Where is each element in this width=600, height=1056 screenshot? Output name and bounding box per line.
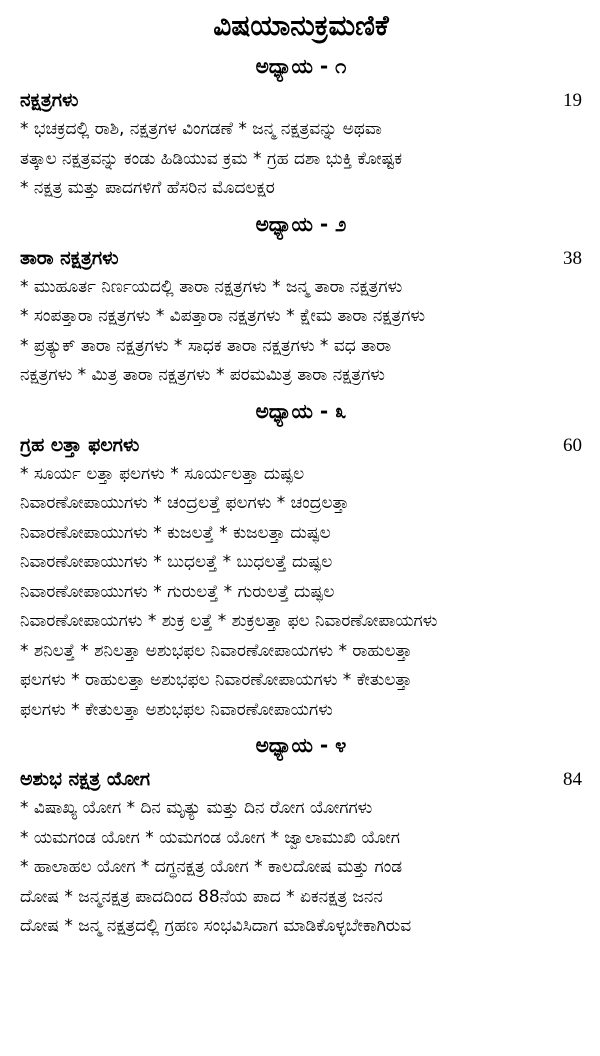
topic-line: ದೋಷ * ಜನ್ಮ ನಕ್ಷತ್ರದಲ್ಲಿ ಗ್ರಹಣ ಸಂಭವಿಸಿದಾಗ ಮಾಡಿಕೊಳ್ಳಬೇಕಾಗಿರುವ [20, 916, 412, 936]
section-title: ತಾರಾ ನಕ್ಷತ್ರಗಳು [20, 246, 119, 269]
page-title: ವಿಷಯಾನುಕ್ರಮಣಿಕೆ [213, 9, 389, 42]
topic-line: ನಿವಾರಣೋಪಾಯುಗಳು * ಕುಜಲತ್ತೆ * ಕುಜಲತ್ತಾ ದುಷ್ಫಲ [20, 522, 331, 543]
chapter-heading: ಅಧ್ಯಾಯ - ೨ [255, 211, 347, 236]
page-number: 84 [563, 769, 582, 790]
section-header [20, 244, 582, 273]
chapter-heading: ಅಧ್ಯಾಯ - ೩ [255, 398, 347, 423]
page-number: 19 [563, 90, 582, 111]
section-topics [20, 273, 582, 391]
page-number: 38 [563, 247, 582, 269]
section-header [20, 431, 582, 460]
section-title: ನಕ್ಷತ್ರಗಳು [20, 89, 79, 111]
topic-line: * ಸೂರ್ಯ ಲತ್ತಾ ಫಲಗಳು * ಸೂರ್ಯಲತ್ತಾ ದುಷ್ಫಲ [20, 463, 305, 484]
chapter-heading: ಅಧ್ಯಾಯ - ೧ [255, 54, 347, 78]
section-topics [20, 115, 582, 204]
topic-line: * ಸಂಪತ್ತಾರಾ ನಕ್ಷತ್ರಗಳು * ವಿಪತ್ತಾರಾ ನಕ್ಷತ್ರಗಳು * ಕ್ಷೇಮ ತಾರಾ ನಕ್ಷತ್ರಗಳು [20, 306, 426, 326]
section-header [20, 765, 582, 794]
section-title: ಅಶುಭ ನಕ್ಷತ್ರ ಯೋಗ [20, 768, 151, 790]
topic-line: * ನಕ್ಷತ್ರ ಮತ್ತು ಪಾದಗಳಿಗೆ ಹೆಸರಿನ ಮೊದಲಕ್ಷರ [20, 178, 275, 198]
topic-line: ಫಲಗಳು * ರಾಹುಲತ್ತಾ ಅಶುಭಫಲ ನಿವಾರಣೋಪಾಯಗಳು * ಕೇತುಲತ್ತಾ [20, 670, 412, 690]
topic-line: ನಿವಾರಣೋಪಾಯುಗಳು * ಬುಧಲತ್ತೆ * ಬುಧಲತ್ತೆ ದುಷ್ಫಲ [20, 552, 333, 572]
topic-line: ತತ್ಕಾಲ ನಕ್ಷತ್ರವನ್ನು ಕಂಡು ಹಿಡಿಯುವ ಕ್ರಮ * ಗ್ರಹ ದಶಾ ಭುಕ್ತಿ ಕೋಷ್ಟಕ [20, 148, 403, 169]
topic-line: ಫಲಗಳು * ಕೇತುಲತ್ತಾ ಅಶುಭಫಲ ನಿವಾರಣೋಪಾಯಗಳು [20, 699, 333, 720]
topic-line: * ಮುಹೂರ್ತ ನಿರ್ಣಯದಲ್ಲಿ ತಾರಾ ನಕ್ಷತ್ರಗಳು * ಜನ್ಮ ತಾರಾ ನಕ್ಷತ್ರಗಳು [20, 276, 403, 297]
section-title: ಗ್ರಹ ಲತ್ತಾ ಫಲಗಳು [20, 433, 140, 456]
topic-line: ನಿವಾರಣೋಪಾಯಗಳು * ಶುಕ್ರ ಲತ್ತೆ * ಶುಕ್ರಲತ್ತಾ ಫಲ ನಿವಾರಣೋಪಾಯಗಳು [20, 611, 438, 631]
topic-line: * ಯಮಗಂಡ ಯೋಗ * ಯಮಗಂಡ ಯೋಗ * ಜ್ವಾಲಾಮುಖಿ ಯೋಗ [20, 827, 400, 848]
topic-line: * ಭಚಕ್ರದಲ್ಲಿ ರಾಶಿ, ನಕ್ಷತ್ರಗಳ ವಿಂಗಡಣೆ * ಜನ್ಮ ನಕ್ಷತ್ರವನ್ನು ಅಥವಾ [20, 119, 382, 139]
section-topics [20, 794, 582, 942]
topic-line: ನಕ್ಷತ್ರಗಳು * ಮಿತ್ರ ತಾರಾ ನಕ್ಷತ್ರಗಳು * ಪರಮಮಿತ್ರ ತಾರಾ ನಕ್ಷತ್ರಗಳು [20, 365, 385, 385]
topic-line: ದೋಷ * ಜನ್ಮನಕ್ಷತ್ರ ಪಾದದಿಂದ 88ನೆಯ ಪಾದ * ಏಕನಕ್ಷತ್ರ ಜನನ [20, 886, 383, 907]
topic-line: ನಿವಾರಣೋಪಾಯುಗಳು * ಚಂದ್ರಲತ್ತೆ ಫಲಗಳು * ಚಂದ್ರಲತ್ತಾ [20, 493, 349, 513]
topic-line: * ಹಾಲಾಹಲ ಯೋಗ * ದಗ್ಧನಕ್ಷತ್ರ ಯೋಗ * ಕಾಲದೋಷ ಮತ್ತು ಗಂಡ [20, 857, 403, 877]
chapter-heading: ಅಧ್ಯಾಯ - ೪ [255, 733, 347, 757]
topic-line: * ವಿಷಾಖ್ಯ ಯೋಗ * ದಿನ ಮೃತ್ಯು ಮತ್ತು ದಿನ ರೋಗ ಯೋಗಗಳು [20, 798, 373, 818]
topic-line: * ಪ್ರತ್ಯುಕ್ ತಾರಾ ನಕ್ಷತ್ರಗಳು * ಸಾಧಕ ತಾರಾ ನಕ್ಷತ್ರಗಳು * ವಧ ತಾರಾ [20, 335, 392, 356]
section-topics [20, 460, 582, 726]
table-of-contents [20, 52, 582, 942]
page-number: 60 [563, 434, 582, 456]
topic-line: * ಶನಿಲತ್ತೆ * ಶನಿಲತ್ತಾ ಅಶುಭಫಲ ನಿವಾರಣೋಪಾಯಗಳು * ರಾಹುಲತ್ತಾ [20, 640, 413, 661]
topic-line: ನಿವಾರಣೋಪಾಯುಗಳು * ಗುರುಲತ್ತೆ * ಗುರುಲತ್ತೆ ದುಷ್ಫಲ [20, 581, 335, 602]
section-header [20, 86, 582, 115]
